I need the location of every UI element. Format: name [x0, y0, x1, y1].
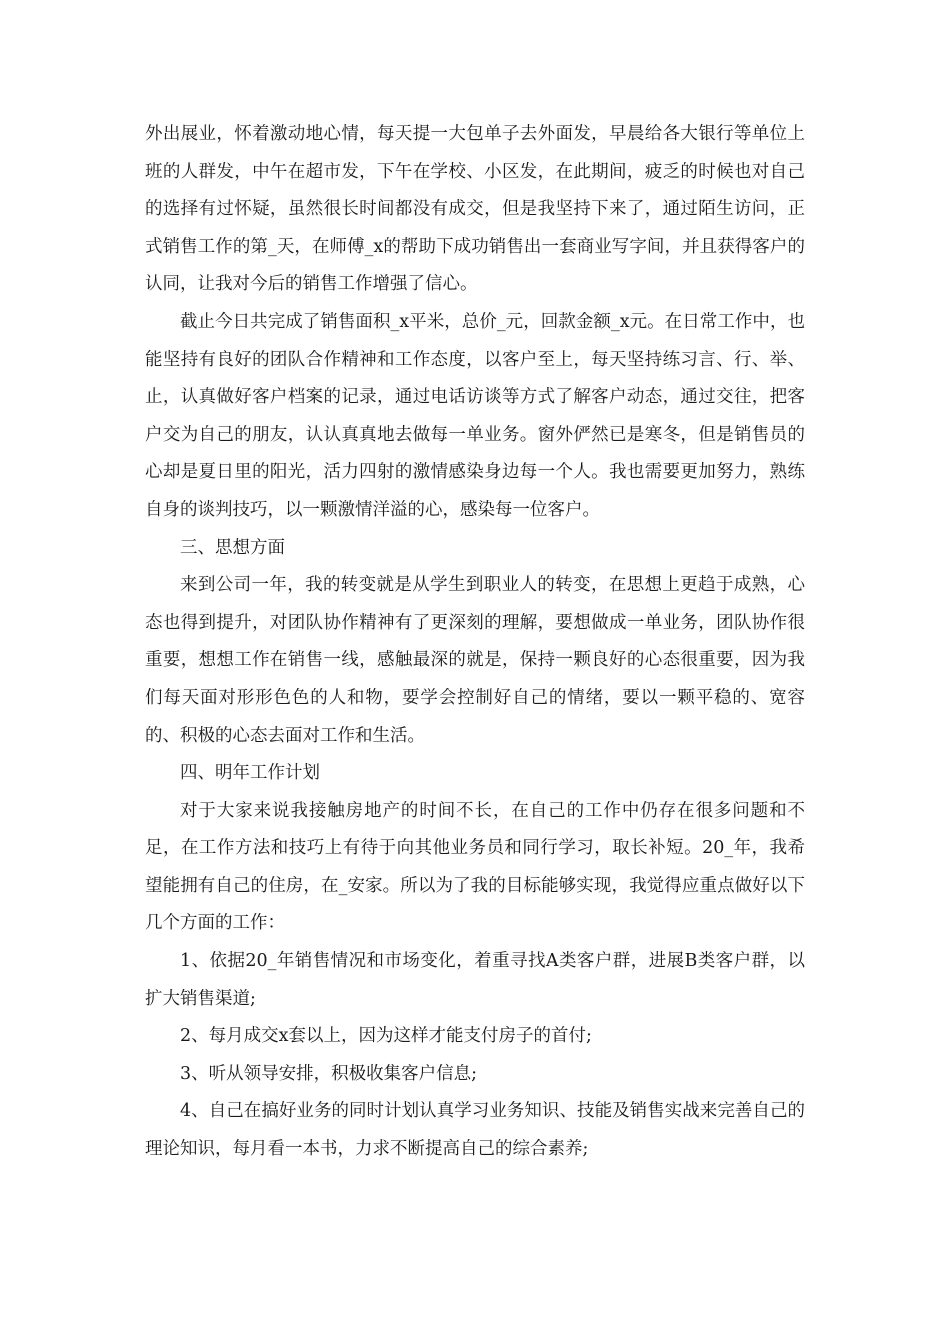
section-heading-thinking: 三、思想方面 [180, 537, 285, 558]
plan-item-3: 3、听从领导安排，积极收集客户信息; [180, 1063, 478, 1084]
document-body [145, 116, 805, 1169]
section-heading-next-year-plan: 四、明年工作计划 [180, 763, 320, 784]
paragraph-sales-results: 截止今日共完成了销售面积_x平米，总价_元，回款金额_x元。在日常工作中，也能坚持有良好的团队合作精神和工作态度，以客户至上，每天坚持练习言、行、举、止，认真做好客户档案的记录，通过电话访谈等方式了解客户动态，通过交往，把客户交为自己的朋友，认认真真地去做每一单业务。窗外俨然已是寒冬，但是销售员的心却是夏日里的阳光，活力四射的激情感染身边每一个人。我也需要更加努力，熟练自身的谈判技巧，以一颗激情洋溢的心，感染每一位客户。 [145, 311, 805, 520]
paragraph-plan-intro: 对于大家来说我接触房地产的时间不长，在自己的工作中仍存在很多问题和不足，在工作方法和技巧上有待于向其他业务员和同行学习，取长补短。20_年，我希望能拥有自己的住房，在_安家。所以为了我的目标能够实现，我觉得应重点做好以下几个方面的工作： [145, 800, 805, 934]
plan-item-4: 4、自己在搞好业务的同时计划认真学习业务知识、技能及销售实战来完善自己的理论知识，每月看一本书，力求不断提高自己的综合素养; [145, 1101, 805, 1160]
plan-item-2: 2、每月成交x套以上，因为这样才能支付房子的首付; [180, 1026, 592, 1047]
paragraph-prospecting: 外出展业，怀着激动地心情，每天提一大包单子去外面发，早晨给各大银行等单位上班的人群发，中午在超市发，下午在学校、小区发，在此期间，疲乏的时候也对自己的选择有过怀疑，虽然很长时间都没有成交，但是我坚持下来了，通过陌生访问，正式销售工作的第_天，在师傅_x的帮助下成功销售出一套商业写字间，并且获得客户的认同，让我对今后的销售工作增强了信心。 [145, 124, 805, 295]
plan-item-1: 1、依据20_年销售情况和市场变化，着重寻找A类客户群，进展B类客户群，以扩大销售渠道; [145, 951, 805, 1009]
paragraph-thinking: 来到公司一年，我的转变就是从学生到职业人的转变，在思想上更趋于成熟，心态也得到提升，对团队协作精神有了更深刻的理解，要想做成一单业务，团队协作很重要，想想工作在销售一线，感触最深的就是，保持一颗良好的心态很重要，因为我们每天面对形形色色的人和物，要学会控制好自己的情绪，要以一颗平稳的、宽容的、积极的心态去面对工作和生活。 [145, 575, 805, 746]
